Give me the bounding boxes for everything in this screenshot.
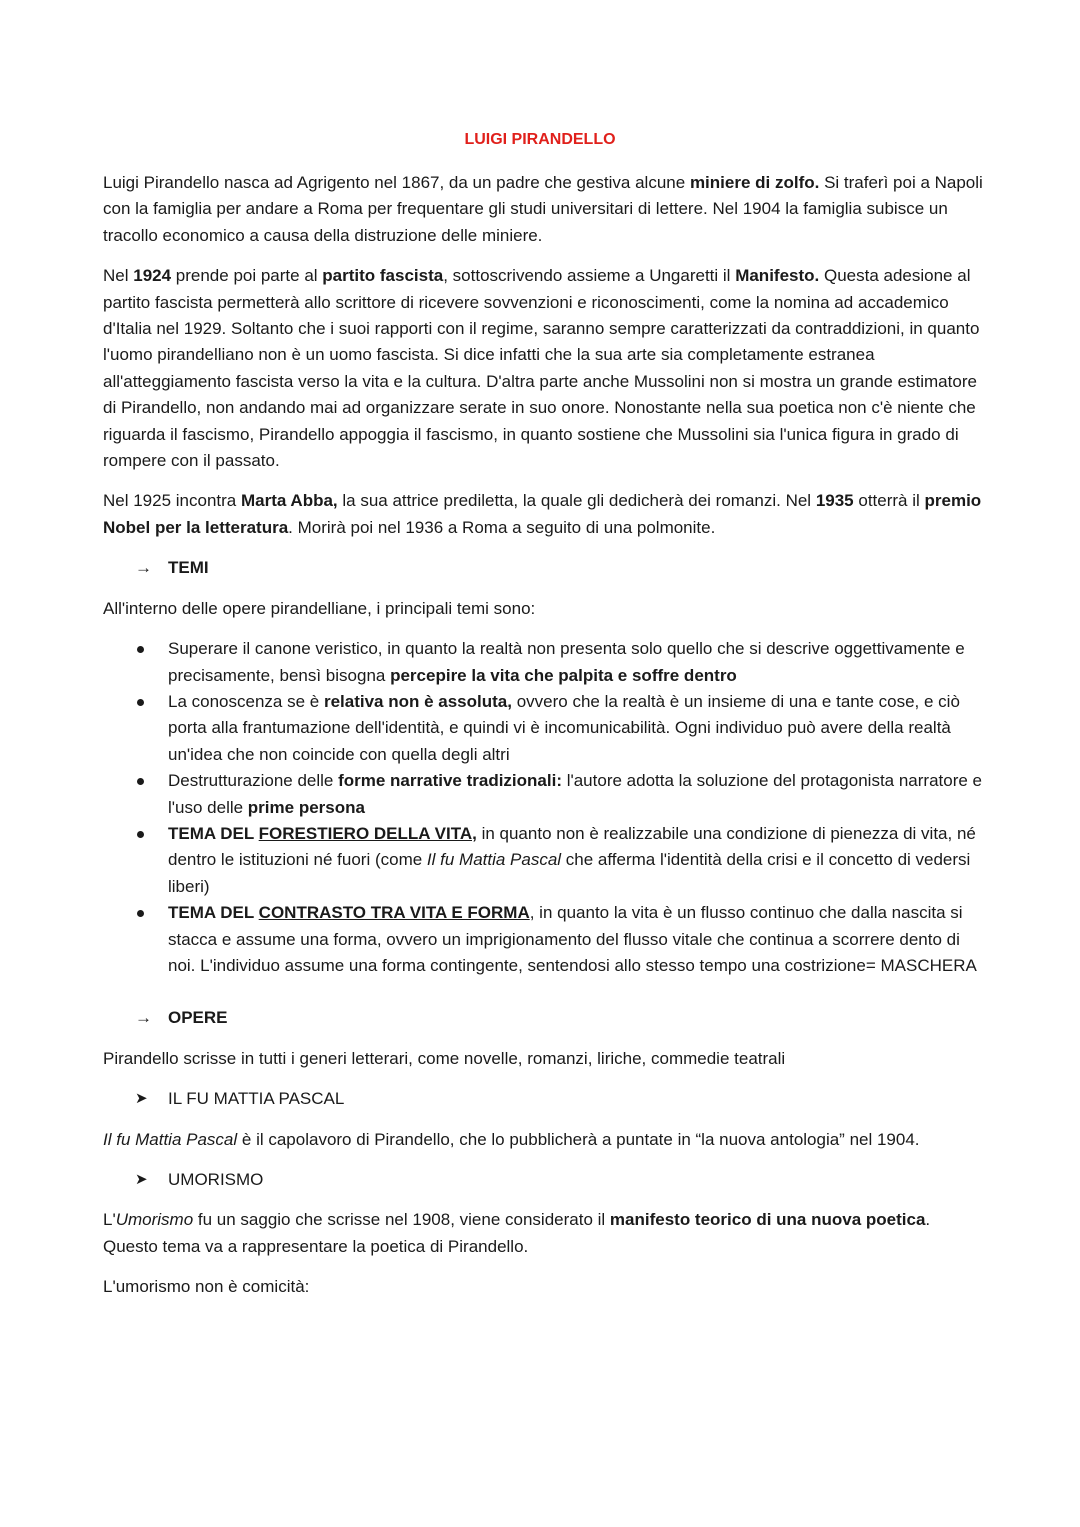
bold-text: manifesto teorico di una nuova poetica [609, 1210, 926, 1230]
text: la sua attrice prediletta, la quale gli dedicherà dei romanzi. Nel [337, 491, 816, 511]
bullet-icon [137, 910, 144, 917]
text: Luigi Pirandello nasca ad Agrigento nel 1867, da un padre che gestiva alcune [103, 173, 690, 192]
text: La conoscenza se è [168, 691, 324, 711]
subheading-label: UMORISMO [168, 1170, 264, 1189]
bullet-icon [137, 699, 144, 706]
text: , in quanto la vita è un flusso continuo che dalla nascita si stacca e assume una forma, ovvero un imprigionamento del flusso vitale che continua a scorrere dento di noi. L'individuo assume una forma contingente, sentendosi allo stesso tempo una costrizione= MASCHERA [168, 903, 977, 975]
section-heading-opere [135, 1005, 983, 1031]
bold-text: Manifesto. [735, 266, 820, 286]
page-title: LUIGI PIRANDELLO [464, 131, 616, 148]
italic-text: Il fu Mattia Pascal [426, 850, 562, 870]
paragraph-umorismo [103, 1207, 983, 1260]
text: . Morirà poi nel 1936 a Roma a seguito di una polmonite. [288, 517, 716, 537]
text: ovvero che la realtà è un insieme di una e tante cose, e ciò porta alla frantumazione dell'identità, e quindi vi è incomunicabilità. Ogni individuo può avere della realtà un'idea che non coincide con quella degli altri [168, 691, 960, 764]
bold-underlined-text: CONTRASTO TRA VITA E FORMA [258, 903, 530, 923]
arrow-right-icon: → [135, 558, 152, 578]
text: Destrutturazione delle [168, 771, 339, 791]
bold-text: prime persona [247, 797, 365, 817]
subheading-mattia-pascal [135, 1086, 983, 1112]
section-heading-label: OPERE [168, 1008, 228, 1028]
text: , sottoscrivendo assieme a Ungaretti il [443, 266, 736, 286]
bullet-icon [137, 778, 144, 785]
document-body [103, 170, 983, 1315]
text: L' [103, 1210, 116, 1230]
text: prende poi parte al [171, 266, 323, 286]
list-item [103, 689, 983, 768]
text: che afferma l'identità della crisi e il concetto di vedersi liberi) [168, 850, 971, 896]
bold-text: TEMA DEL [168, 903, 259, 923]
text: è il capolavoro di Pirandello, che lo pubblicherà a puntate in “la nuova antologia” nel 1904. [237, 1129, 920, 1149]
text: otterrà il [853, 491, 925, 511]
subheading-label: IL FU MATTIA PASCAL [168, 1089, 345, 1109]
list-item [103, 636, 983, 689]
bold-underlined-text: FORESTIERO DELLA VITA, [258, 823, 477, 843]
text: Nel 1925 incontra [103, 491, 241, 511]
bold-text: TEMA DEL [168, 823, 259, 843]
arrow-right-icon: → [135, 1008, 152, 1028]
section-heading-label: TEMI [168, 558, 209, 578]
list-item [103, 900, 983, 979]
bold-text: partito fascista [322, 266, 444, 286]
bold-text: Marta Abba, [240, 491, 338, 511]
opere-intro: Pirandello scrisse in tutti i generi letterari, come novelle, romanzi, liriche, commedie teatrali [103, 1048, 786, 1068]
bold-text: relativa non è assoluta, [323, 691, 512, 711]
bullet-icon [137, 831, 144, 838]
italic-text: Umorismo [115, 1210, 194, 1230]
section-heading-temi [135, 555, 983, 581]
spacer [103, 993, 983, 1005]
paragraph-fascism [103, 263, 983, 474]
paragraph-umorismo-definition: L'umorismo non è comicità: [103, 1277, 310, 1297]
bold-text: percepire la vita che palpita e soffre dentro [390, 665, 737, 685]
list-item [103, 768, 983, 821]
bullet-icon [137, 646, 144, 653]
text: Si traferì poi a Napoli con la famiglia per andare a Roma per frequentare gli studi universitari di lettere. Nel 1904 la famiglia subisce un tracollo economico a causa della distruzione delle miniere. [103, 173, 983, 245]
bold-text: 1935 [815, 491, 854, 511]
text: in quanto non è realizzabile una condizione di pienezza di vita, né dentro le istituzioni né fuori (come [168, 823, 976, 870]
italic-text: Il fu Mattia Pascal [103, 1129, 238, 1149]
themes-list [103, 636, 983, 979]
bold-text: forme narrative tradizionali: [338, 771, 562, 791]
text: Superare il canone veristico, in quanto la realtà non presenta solo quello che si descrive oggettivamente e precisamente, bensì bisogna [168, 639, 965, 685]
text: l'autore adotta la soluzione del protagonista narratore e l'uso delle [168, 771, 983, 817]
paragraph-nobel [103, 488, 983, 541]
paragraph-biography [103, 170, 983, 249]
bold-text: miniere di zolfo. [689, 173, 820, 192]
list-item [103, 821, 983, 900]
text: Nel [103, 266, 134, 286]
arrowhead-icon: ➤ [135, 1090, 148, 1108]
temi-intro: All'interno delle opere pirandelliane, i principali temi sono: [103, 598, 536, 618]
text: . Questo tema va a rappresentare la poetica di Pirandello. [103, 1210, 931, 1256]
bold-text: premio Nobel per la letteratura [103, 491, 982, 537]
paragraph-mattia-pascal [103, 1127, 983, 1153]
text: Questa adesione al partito fascista permetterà allo scrittore di ricevere sovvenzioni e riconoscimenti, come la nomina ad accademico d'Italia nel 1929. Soltanto che i suoi rapporti con il regime, saranno sempre caratterizzati da contraddizioni, in quanto l'uomo pirandelliano non è un uomo fascista. Si dice infatti che la sua arte sia completamente estranea all'atteggiamento fascista verso la vita e la cultura. D'altra parte anche Mussolini non si mostra un grande estimatore di Pirandello, non andando mai ad organizzare serate in suo onore. Nonostante nella sua poetica non c'è niente che riguarda il fascismo, Pirandello appoggia il fascismo, in quanto sostiene che Mussolini sia l'unica figura in grado di rompere con il passato. [103, 266, 980, 471]
bold-text: 1924 [133, 266, 172, 286]
arrowhead-icon: ➤ [135, 1171, 148, 1188]
text: fu un saggio che scrisse nel 1908, viene considerato il [193, 1210, 610, 1230]
subheading-umorismo [135, 1167, 983, 1193]
